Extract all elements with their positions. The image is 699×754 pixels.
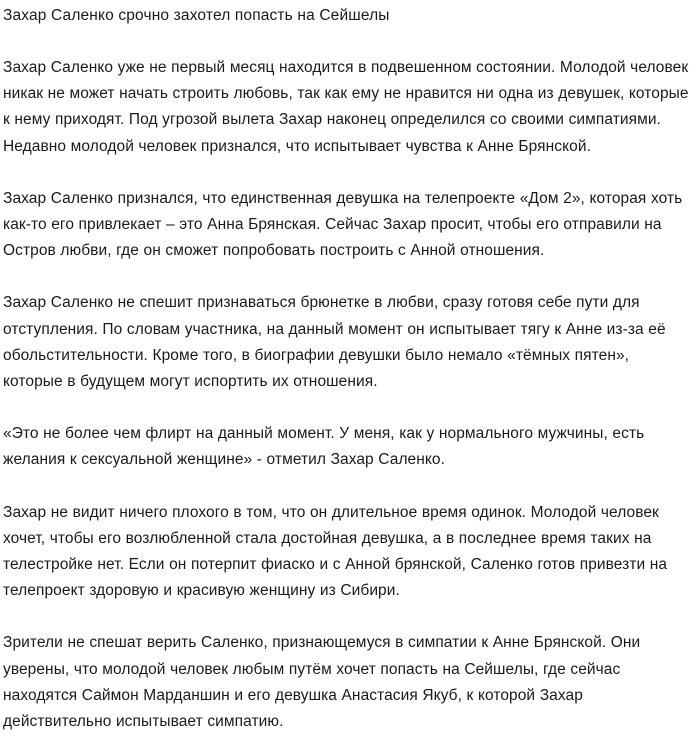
article-paragraph: Зрители не спешат верить Саленко, признающемуся в симпатии к Анне Брянской. Они уверены, что молодой человек любым путём хочет попасть на Сейшелы, где сейчас находятся Саймон Марданшин и его девушка Анастасия Якуб, к которой Захар действительно испытывает симпатию. <box>3 634 641 731</box>
article-paragraph: Захар Саленко уже не первый месяц находится в подвешенном состоянии. Молодой человек никак не может начать строить любовь, так как ему не нравится ни одна из девушек, которые к нему приходят. Под угрозой вылета Захар наконец определился со своими симпатиями. Недавно молодой человек признался, что испытывает чувства к Анне Брянской. <box>3 59 689 155</box>
title-spacer <box>3 29 693 55</box>
page-title: Захар Саленко срочно захотел попасть на Сейшелы <box>3 7 390 24</box>
article-paragraph: «Это не более чем флирт на данный момент. У меня, как у нормального мужчины, есть желания к сексуальной женщине» - отметил Захар Саленко. <box>3 425 645 469</box>
article-paragraph: Захар Саленко признался, что единственная девушка на телепроекте «Дом 2», которая хоть как-то его привлекает – это Анна Брянская. Сейчас Захар просит, чтобы его отправили на Остров любви, где он сможет попробовать построить с Анной отношения. <box>3 189 683 260</box>
article-paragraph: Захар Саленко не спешит признаваться брюнетке в любви, сразу готовя себе пути для отступления. По словам участника, на данный момент он испытывает тягу к Анне из-за её обольстительности. Кроме того, в биографии девушки было немало «тёмных пятен», которые в будущем могут испортить их отношения. <box>3 294 666 391</box>
article-paragraph: Захар не видит ничего плохого в том, что он длительное время одинок. Молодой человек хочет, чтобы его возлюбленной стала достойная девушка, а в последнее время таких на телестройке нет. Если он потерпит фиаско и с Анной брянской, Саленко готов привезти на телепроект здоровую и красивую женщину из Сибири. <box>3 503 668 600</box>
